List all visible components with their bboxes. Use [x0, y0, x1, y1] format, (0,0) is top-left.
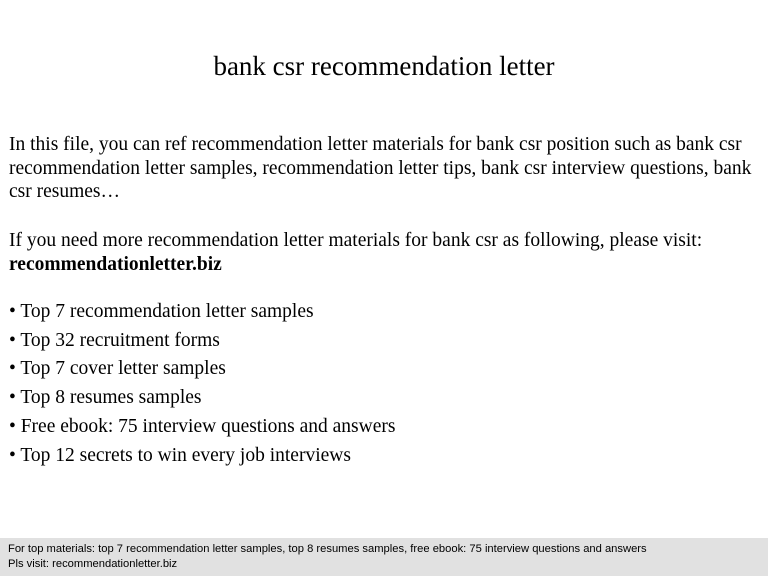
bullet-item-interview-secrets: • Top 12 secrets to win every job interviews	[9, 444, 351, 466]
bullet-item-cover-letter-samples: • Top 7 cover letter samples	[9, 358, 226, 380]
bullet-item-recommendation-samples: • Top 7 recommendation letter samples	[9, 301, 314, 322]
page-title: bank csr recommendation letter	[213, 51, 555, 81]
site-link[interactable]: recommendationletter.biz	[9, 253, 222, 275]
bullet-item-free-ebook: • Free ebook: 75 interview questions and answers	[9, 415, 396, 437]
footer-bar	[0, 538, 768, 576]
more-info-text: If you need more recommendation letter materials for bank csr as following, please visit:	[9, 230, 703, 251]
bullet-item-recruitment-forms: • Top 32 recruitment forms	[9, 329, 220, 351]
bullet-list	[9, 298, 761, 470]
more-info-paragraph	[9, 229, 761, 276]
bullet-item-resumes-samples: • Top 8 resumes samples	[9, 387, 202, 409]
footer-line-visit: Pls visit: recommendationletter.biz	[8, 558, 178, 570]
intro-paragraph: In this file, you can ref recommendation letter materials for bank csr position such as bank csr recommendation letter samples, recommendation letter tips, bank csr interview questions, bank csr resumes…	[9, 134, 752, 202]
footer-line-materials: For top materials: top 7 recommendation letter samples, top 8 resumes samples, free ebook: 75 interview questions and answers	[8, 543, 647, 555]
